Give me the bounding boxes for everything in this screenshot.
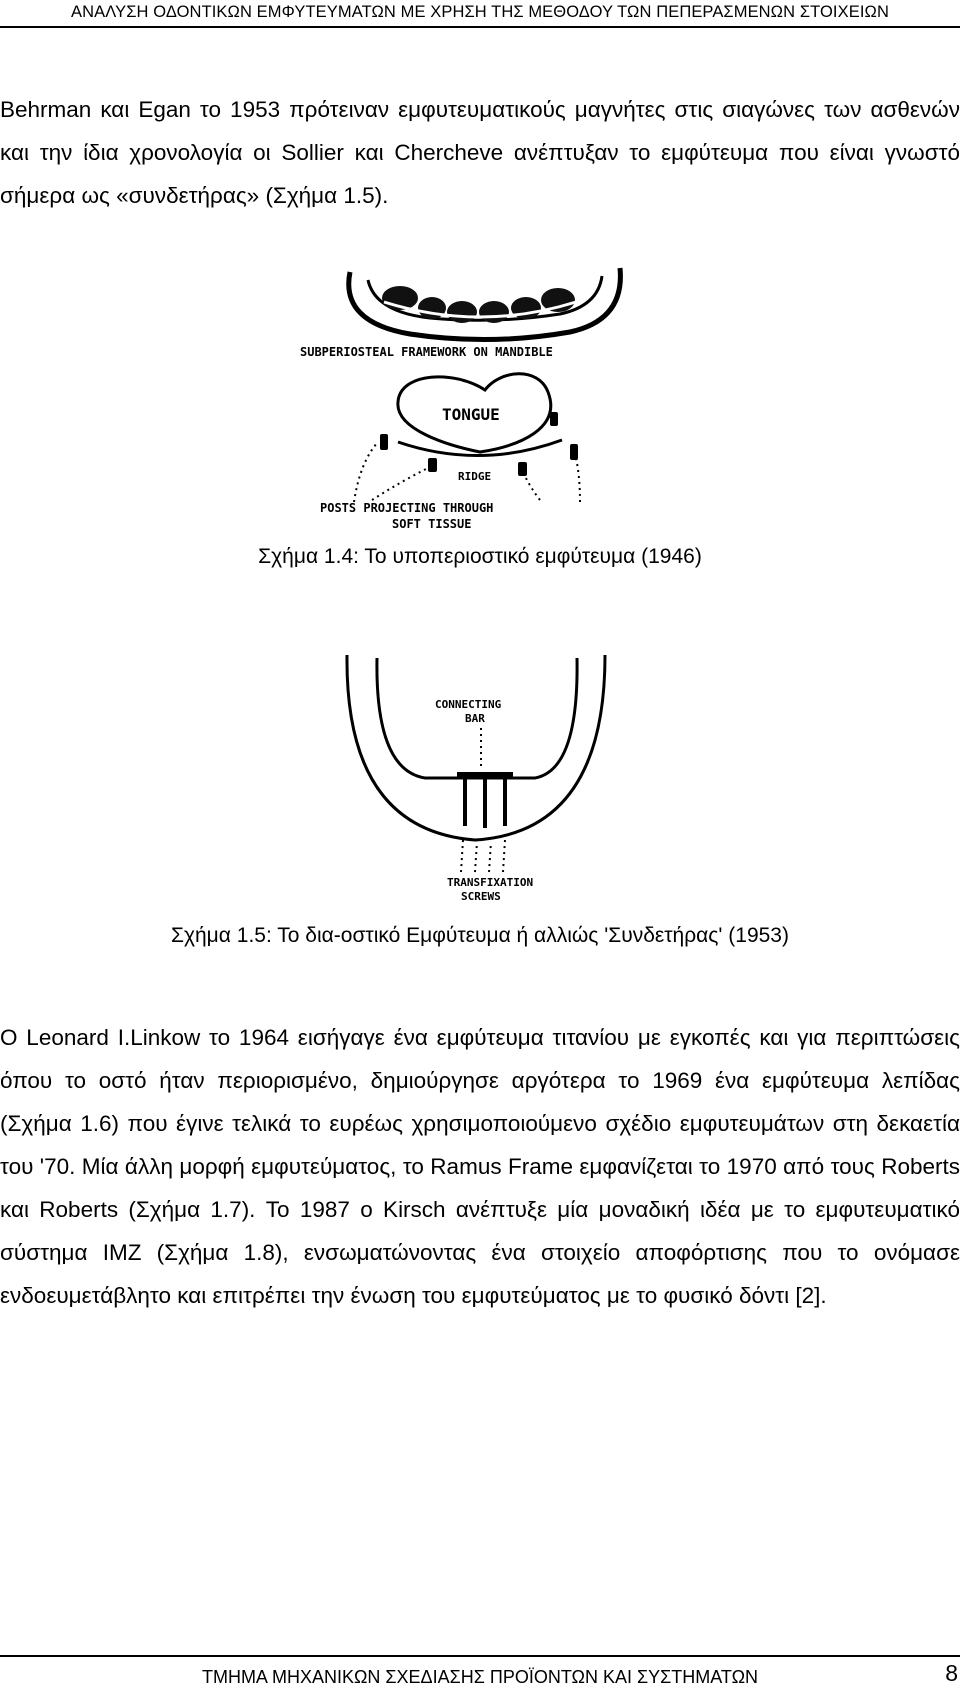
caption-figure-1-4: Σχήμα 1.4: Το υποπεριοστικό εμφύτευμα (1946): [258, 545, 702, 568]
figure-subperiosteal-implant: [280, 262, 700, 532]
label-tongue: TONGUE: [442, 405, 500, 424]
subperiosteal-implant-sketch: [280, 262, 700, 532]
label-screws-1: TRANSFIXATION: [447, 876, 534, 889]
label-posts-line-1: POSTS PROJECTING THROUGH: [320, 501, 494, 515]
caption-figure-1-5: Σχήμα 1.5: Το δια-οστικό Εμφύτευμα ή αλλιώς 'Συνδετήρας' (1953): [171, 924, 789, 947]
footer-rule: [0, 1655, 960, 1657]
page-number: 8: [945, 1660, 958, 1686]
transosteal-implant-sketch: [265, 650, 695, 910]
running-header: ΑΝΑΛΥΣΗ ΟΔΟΝΤΙΚΩΝ ΕΜΦΥΤΕΥΜΑΤΩΝ ΜΕ ΧΡΗΣΗ ΤΗΣ ΜΕΘΟΔΟΥ ΤΩΝ ΠΕΠΕΡΑΣΜΕΝΩΝ ΣΤΟΙΧΕΙΩΝ: [71, 3, 889, 21]
figure-transosteal-implant: [265, 650, 695, 910]
label-connecting-bar-1: CONNECTING: [435, 698, 502, 711]
paragraph-linkow: O Leonard I.Linkow το 1964 εισήγαγε ένα εμφύτευμα τιτανίου με εγκοπές και για περιπτώσεις όπου το οστό ήταν περιορισμένο, δημιούργησε αργότερα το 1969 ένα εμφύτευμα λεπίδας (Σχήμα 1.6) που έγινε τελικά το ευρέως χρησιμοποιούμενο σχέδιο εμφυτευμάτων στη δεκαετία του '70. Μία άλλη μορφή εμφυτεύματος, το Ramus Frame εμφανίζεται το 1970 από τους Roberts και Roberts (Σχήμα 1.7). Το 1987 ο Kirsch ανέπτυξε μία μοναδική ιδέα με το εμφυτευματικό σύστημα IMZ (Σχήμα 1.8), ενσωματώνοντας ένα στοιχείο αποφόρτισης που το ονόμασε ενδοευμετάβλητο και επιτρέπει την ένωση του εμφυτεύματος με το φυσικό δόντι [2].: [0, 1025, 960, 1308]
label-screws-2: SCREWS: [461, 890, 501, 903]
label-ridge: RIDGE: [458, 470, 492, 483]
running-footer: ΤΜΗΜΑ ΜΗΧΑΝΙΚΩΝ ΣΧΕΔΙΑΣΗΣ ΠΡΟΪΟΝΤΩΝ ΚΑΙ ΣΥΣΤΗΜΑΤΩΝ: [201, 1667, 759, 1687]
label-framework: SUBPERIOSTEAL FRAMEWORK ON MANDIBLE: [300, 345, 553, 359]
paragraph-intro: Behrman και Egan το 1953 πρότειναν εμφυτευματικούς μαγνήτες στις σιαγώνες των ασθενών και την ίδια χρονολογία οι Sollier και Chercheve ανέπτυξαν το εμφύτευμα που είναι γνωστό σήμερα ως «συνδετήρας» (Σχήμα 1.5).: [0, 97, 960, 208]
label-posts-line-2: SOFT TISSUE: [392, 517, 472, 531]
header-rule: [0, 26, 960, 28]
label-connecting-bar-2: BAR: [465, 712, 485, 725]
